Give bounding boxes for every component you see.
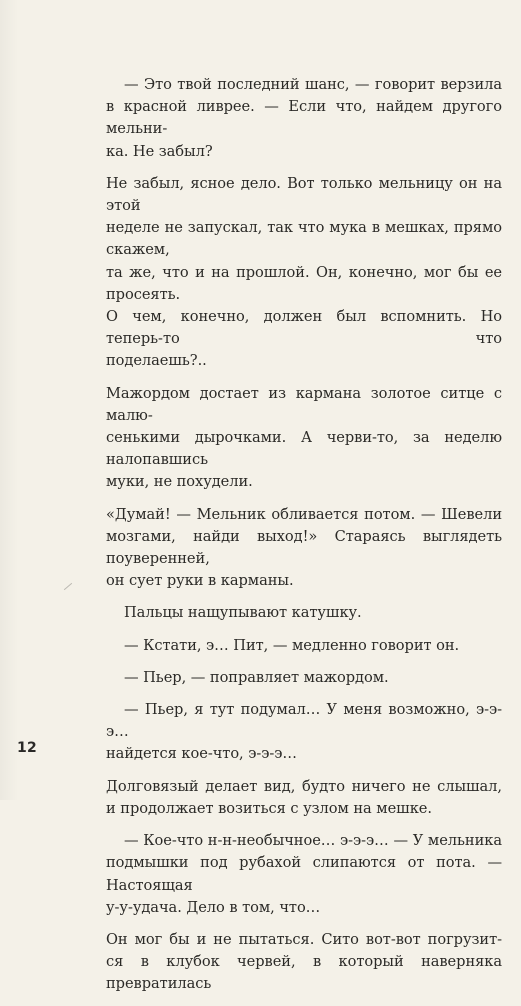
text-line: муки, не похудели. <box>106 473 253 491</box>
text-line: Мажордом достает из кармана золотое ситце с малю- <box>106 384 502 424</box>
text-line: в красной ливрее. — Если что, найдем другого мельни- <box>106 98 502 138</box>
text-line: Не забыл, ясное дело. Вот только мельницу он на этой <box>106 174 502 215</box>
text-line: мозгами, найди выход!» Стараясь выглядеть поувереннeй, <box>106 527 502 568</box>
paragraph <box>106 635 502 657</box>
text-line: Он мог бы и не пытаться. Сито вот-вот погрузит- <box>106 930 502 948</box>
paragraph <box>106 830 502 919</box>
text-line: найдется кое-что, э-э-э… <box>106 745 297 763</box>
paragraph <box>106 504 502 593</box>
text-line: О чем, конечно, должен был вспомнить. Но теперь-то что <box>106 308 502 348</box>
paragraph <box>106 602 502 624</box>
paragraph <box>106 173 502 373</box>
page-text <box>106 74 502 1006</box>
text-line: — Кое-что н-н-необычное… э-э-э… — У мельника <box>124 832 502 850</box>
text-line: — Кстати, э… Пит, — медленно говорит он. <box>124 636 460 654</box>
paragraph <box>106 74 502 163</box>
text-line: та же, что и на прошлой. Он, конечно, мог бы ее просеять. <box>106 263 502 303</box>
text-line: сенькими дырочками. А черви-то, за неделю налопавшись <box>106 429 502 469</box>
paragraph <box>106 776 502 820</box>
text-line: ся в клубок червей, в который наверняка превратилась <box>106 953 502 993</box>
text-line: он сует руки в карманы. <box>106 572 294 590</box>
paragraph <box>106 929 502 996</box>
text-line: — Это твой последний шанс, — говорит верзила <box>124 76 502 93</box>
text-line: неделе не запускал, так что мука в мешках, прямо скажем, <box>106 219 502 259</box>
text-line: Пальцы нащупывают катушку. <box>124 604 362 622</box>
text-line: поделаешь?.. <box>106 352 207 370</box>
text-line: подмышки под рубахой слипаются от пота. — Настоящая <box>106 854 502 894</box>
text-line: ка. Не забыл? <box>106 142 213 160</box>
text-line: — Пьер, — поправляет мажордом. <box>124 668 389 686</box>
text-line: Долговязый делает вид, будто ничего не слышал, <box>106 777 502 795</box>
page-number: 12 <box>17 740 38 756</box>
text-line: «Думай! — Мельник обливается потом. — Шевели <box>106 505 502 523</box>
pencil-mark <box>64 583 72 590</box>
paragraph <box>106 667 502 689</box>
paragraph <box>106 383 502 494</box>
paragraph <box>106 699 502 766</box>
text-line: — Пьер, я тут подумал… У меня возможно, э-э-э… <box>106 701 502 741</box>
text-line: и продолжает возиться с узлом на мешке. <box>106 799 432 817</box>
text-line: у-у-удача. Дело в том, что… <box>106 898 321 916</box>
